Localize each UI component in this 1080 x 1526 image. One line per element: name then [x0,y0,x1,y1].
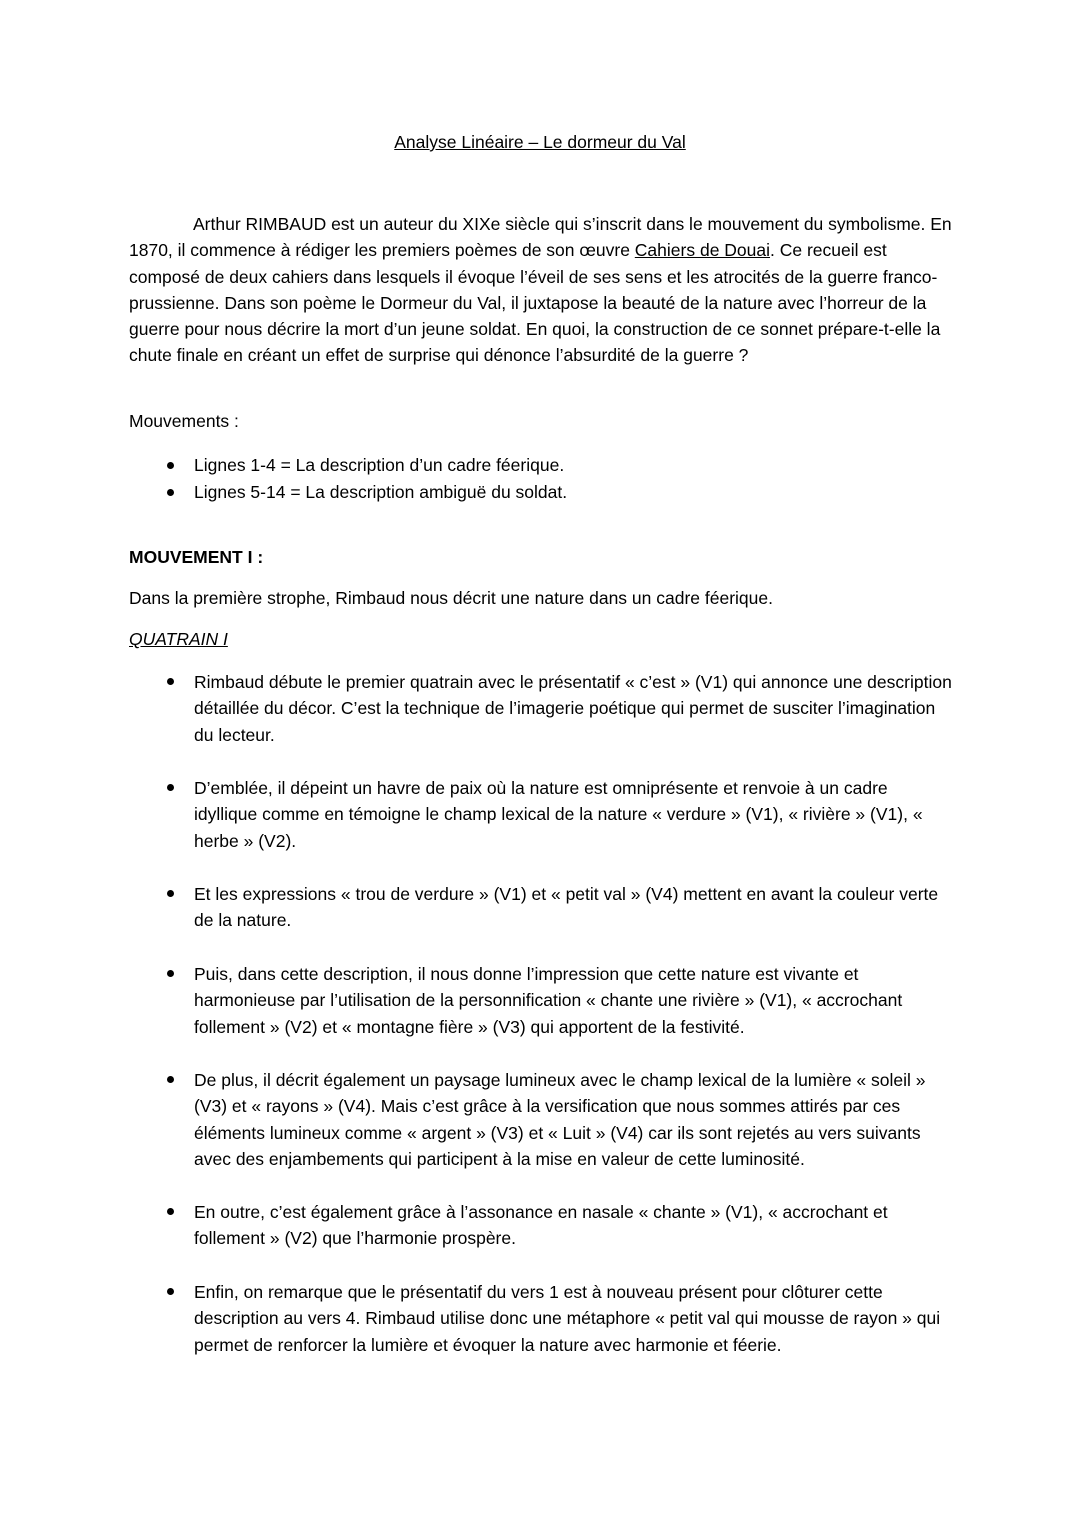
analysis-point [129,881,953,934]
analysis-point [129,669,953,748]
bullet-icon [167,784,174,791]
quatrain-label: QUATRAIN I [129,629,228,649]
section-heading: MOUVEMENT I : [129,547,264,567]
movement-text: Lignes 5-14 = La description ambiguë du soldat. [194,481,568,502]
section-intro: Dans la première strophe, Rimbaud nous décrit une nature dans un cadre féerique. [129,588,773,608]
analysis-point [129,961,953,1040]
bullet-icon [167,1076,174,1083]
analysis-text: D’emblée, il dépeint un havre de paix où la nature est omniprésente et renvoie à un cadre idyllique comme en témoigne le champ lexical de la nature « verdure » (V1), « rivière » (V1), « herbe » (V2). [194,778,923,851]
analysis-text: Rimbaud débute le premier quatrain avec le présentatif « c’est » (V1) qui annonce une description détaillée du décor. C’est la technique de l’imagerie poétique qui permet de susciter l’imagination du lecteur. [194,672,952,745]
bullet-icon [167,1288,174,1295]
intro-text-part1: Arthur RIMBAUD est un auteur du XIXe siècle qui s’inscrit dans le mouvement du symbolisme. En 1870, il commence à rédiger les premiers poèmes de son œuvre [129,214,952,261]
analysis-point [129,1067,953,1172]
bullet-icon [167,1208,174,1215]
analysis-text: De plus, il décrit également un paysage lumineux avec le champ lexical de la lumière « soleil » (V3) et « rayons » (V4). Mais c’est grâce à la versification que nous sommes attirés par ces éléments lumineux comme « argent » (V3) et « Luit » (V4) car ils sont rejetés au vers suivants avec des enjambements qui participent à la mise en valeur de cette luminosité. [194,1070,926,1169]
bullet-icon [167,890,174,897]
intro-paragraph [129,211,953,369]
analysis-text: En outre, c’est également grâce à l’assonance en nasale « chante » (V1), « accrochant et follement » (V2) que l’harmonie prospère. [194,1202,888,1249]
bullet-icon [167,678,174,685]
document-title: Analyse Linéaire – Le dormeur du Val [394,132,686,152]
work-title: Cahiers de Douai [634,240,771,261]
analysis-text: Enfin, on remarque que le présentatif du vers 1 est à nouveau présent pour clôturer cette description au vers 4. Rimbaud utilise donc une métaphore « petit val qui mousse de rayon » qui permet de renforcer la lumière et évoquer la nature avec harmonie et féerie. [194,1282,941,1355]
movements-label: Mouvements : [129,411,239,431]
analysis-point [129,1279,953,1358]
movement-text: Lignes 1-4 = La description d’un cadre féerique. [194,455,565,475]
bullet-icon [167,970,174,977]
analysis-point [129,1199,953,1252]
movement-item [129,479,953,506]
analysis-text: Puis, dans cette description, il nous donne l’impression que cette nature est vivante et harmonieuse par l’utilisation de la personnification « chante une rivière » (V1), « accrochant follement » (V2) et « montagne fière » (V3) qui apportent de la festivité. [194,964,903,1037]
movements-list [129,452,953,505]
analysis-point [129,775,953,854]
intro-text-part2: . Ce recueil est composé de deux cahiers dans lesquels il évoque l’éveil de ses sens et les atrocités de la guerre franco-prussienne. Dans son poème le Dormeur du Val, il juxtapose la beauté de la nature avec l’horreur de la guerre pour nous décrire la mort d’un jeune soldat. En quoi, la construction de ce sonnet prépare-t-elle la chute finale en créant un effet de surprise qui dénonce l’absurdité de la guerre ? [129,240,941,366]
analysis-text: Et les expressions « trou de verdure » (V1) et « petit val » (V4) mettent en avant la couleur verte de la nature. [194,884,939,931]
bullet-icon [167,489,174,496]
movement-item [129,452,953,479]
bullet-icon [167,462,174,469]
